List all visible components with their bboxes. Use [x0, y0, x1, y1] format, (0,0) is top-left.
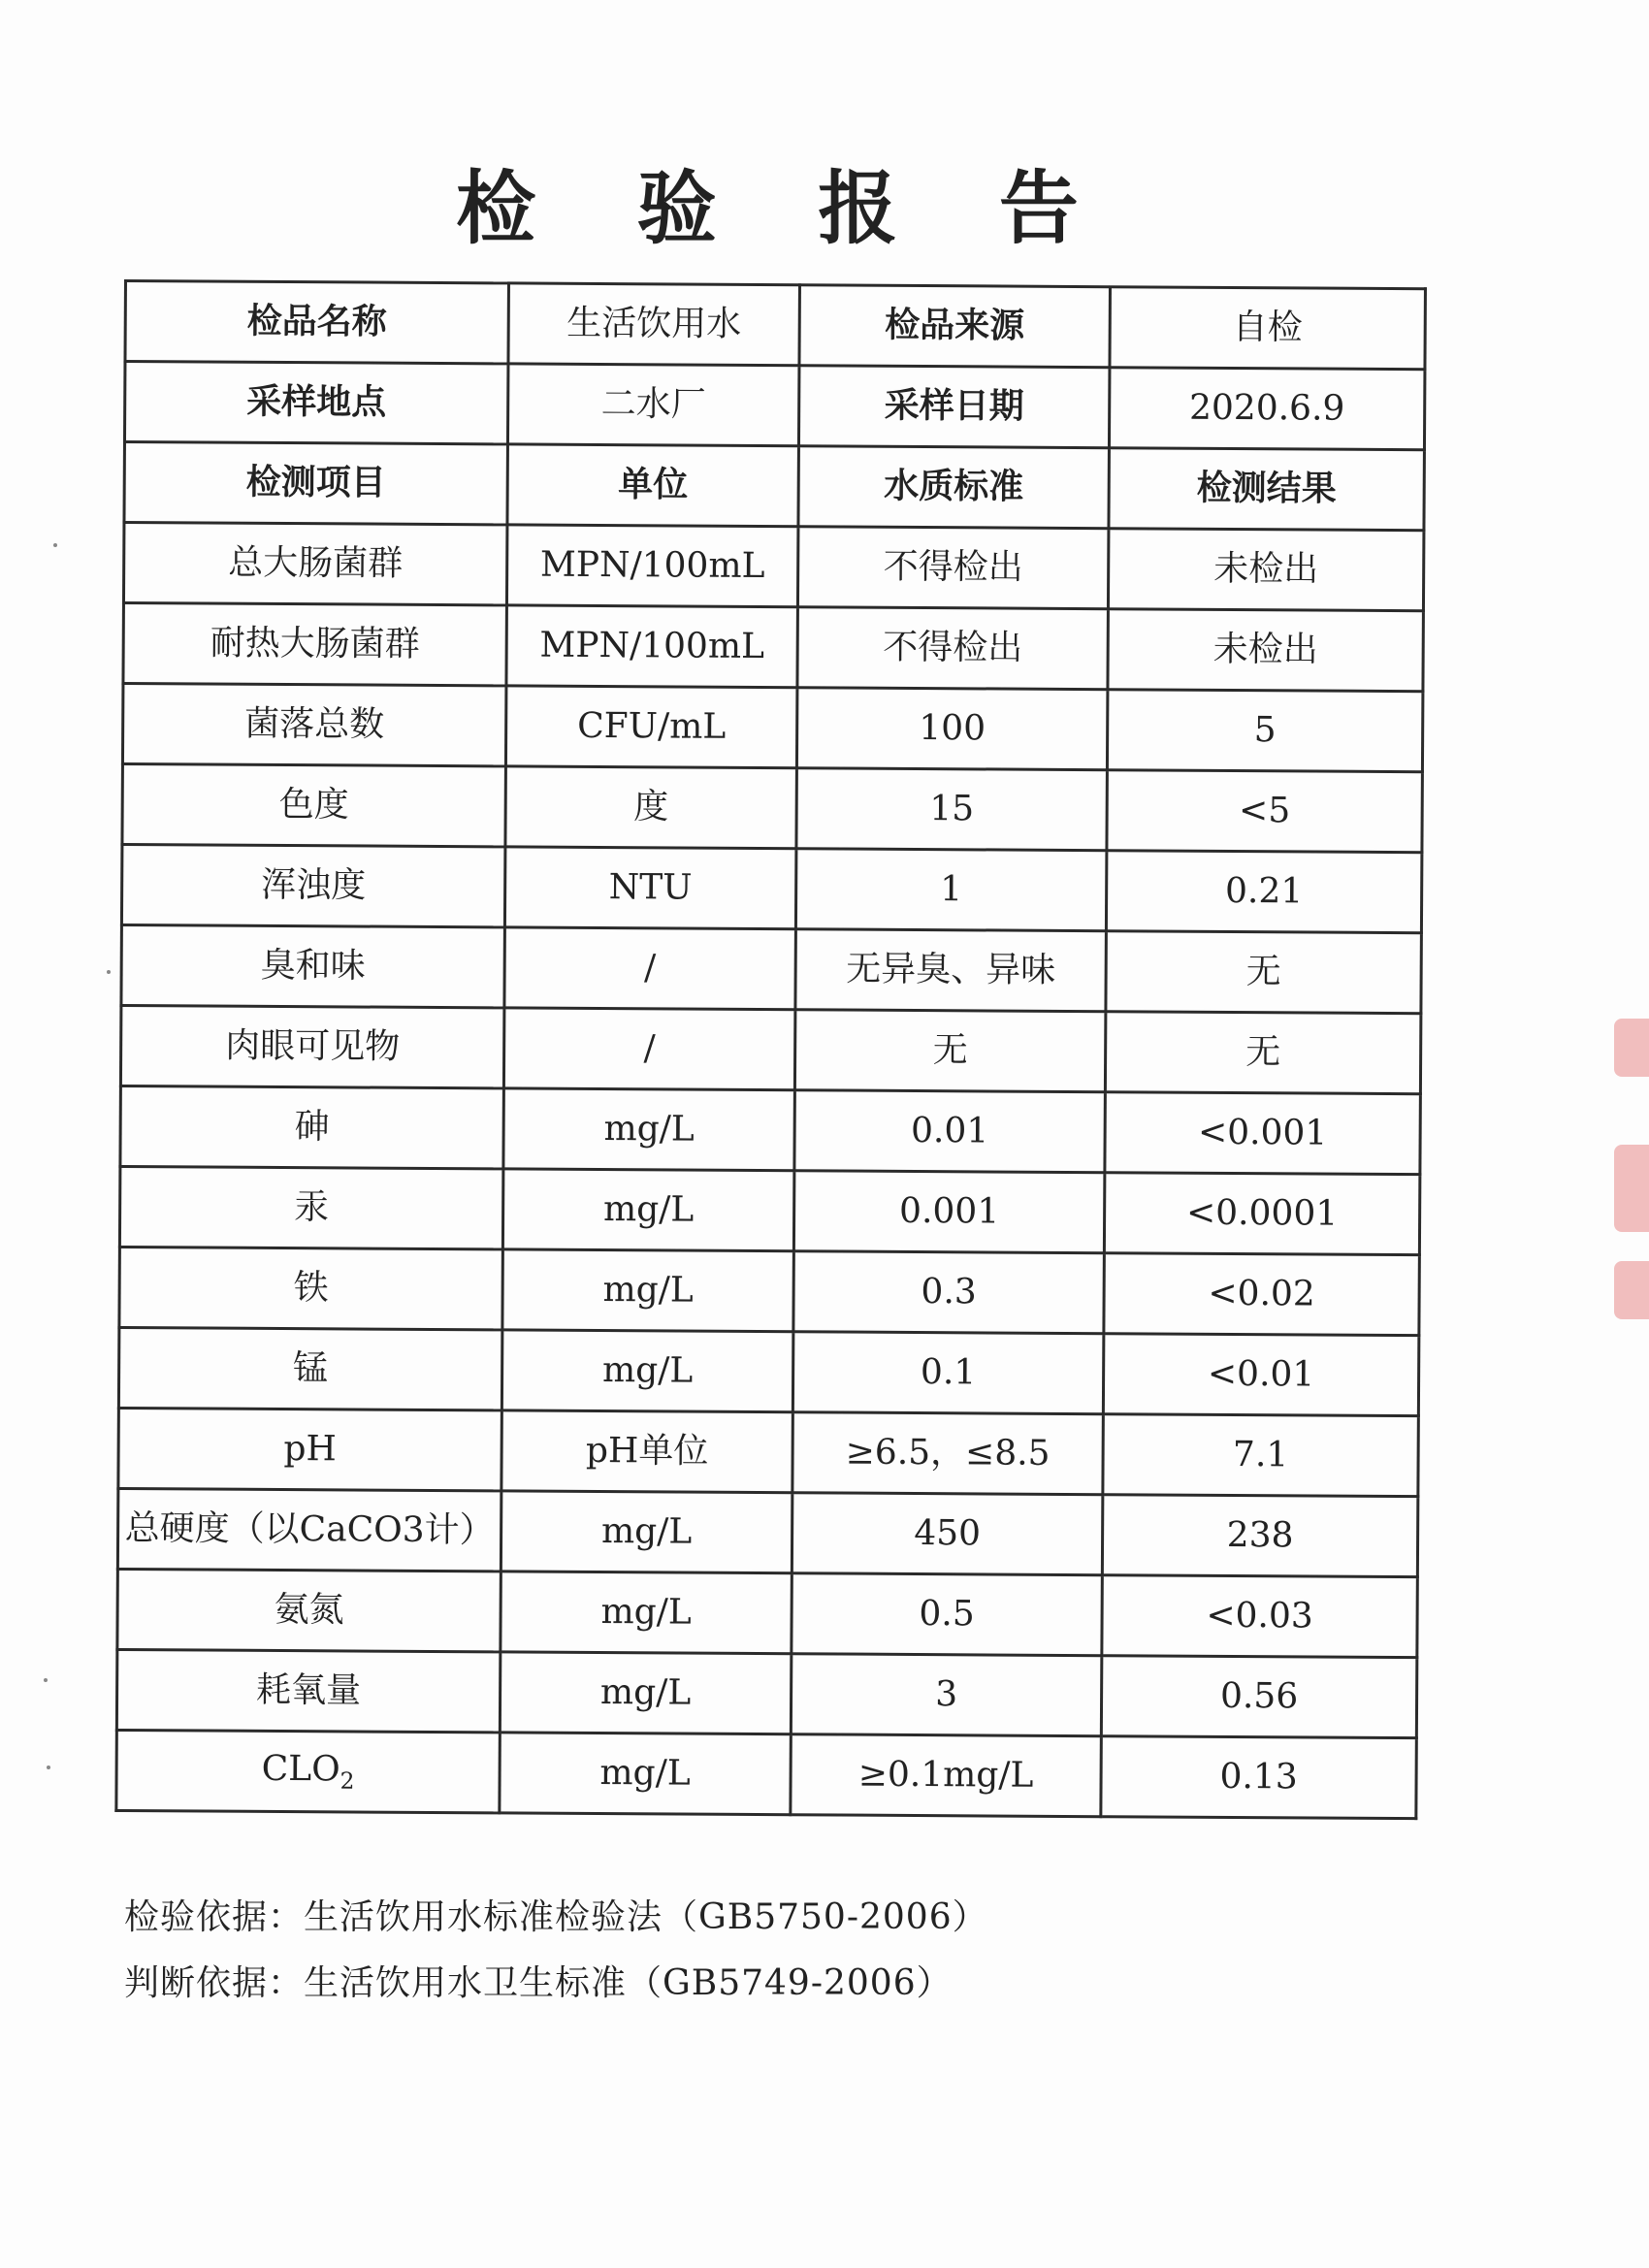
unit-cell: mg/L	[501, 1330, 793, 1412]
sampling-date-value: 2020.6.9	[1109, 368, 1425, 450]
sampling-site-value: 二水厂	[507, 364, 799, 446]
item-cell: 耐热大肠菌群	[123, 603, 506, 686]
table-row	[120, 1005, 1420, 1093]
item-cell: 总大肠菌群	[123, 523, 506, 605]
result-cell: 0.21	[1106, 851, 1422, 933]
col-header-result: 检测结果	[1109, 448, 1425, 531]
unit-cell: /	[504, 927, 796, 1010]
col-header-unit: 单位	[507, 444, 799, 527]
item-cell: 耗氧量	[116, 1649, 500, 1732]
item-formula: CLO	[261, 1748, 340, 1789]
item-cell	[116, 1730, 500, 1812]
standard-cell: 无	[794, 1010, 1106, 1092]
table-row	[118, 1408, 1418, 1496]
result-cell: <5	[1107, 770, 1423, 853]
standard-cell: 不得检出	[797, 607, 1109, 690]
scan-speck	[47, 1766, 50, 1769]
standard-cell: ≥6.5，≤8.5	[792, 1412, 1104, 1495]
standard-cell: 1	[795, 849, 1107, 931]
result-cell: <0.02	[1104, 1253, 1420, 1336]
standard-cell: 15	[796, 768, 1108, 851]
table-row	[123, 523, 1423, 611]
table-row	[124, 362, 1424, 450]
item-cell: 汞	[119, 1166, 502, 1248]
standard-cell: 0.5	[792, 1573, 1103, 1656]
result-cell: 0.13	[1101, 1736, 1417, 1819]
item-cell: 总硬度（以CaCO3计）	[117, 1488, 501, 1571]
result-cell: 无	[1106, 931, 1422, 1014]
col-header-standard: 水质标准	[798, 446, 1110, 529]
result-cell: <0.001	[1105, 1092, 1421, 1175]
standard-cell: 0.3	[793, 1251, 1105, 1334]
table-row	[121, 844, 1421, 932]
table-row	[116, 1649, 1416, 1737]
unit-cell: mg/L	[501, 1571, 792, 1654]
red-seal-stamp	[1610, 1009, 1649, 1358]
scan-speck	[44, 1678, 48, 1682]
item-formula-subscript: 2	[340, 1766, 355, 1795]
result-cell: 未检出	[1108, 529, 1424, 611]
unit-cell: mg/L	[500, 1652, 792, 1734]
unit-cell: mg/L	[503, 1088, 795, 1171]
sampling-date-label: 采样日期	[798, 366, 1110, 448]
item-cell: 菌落总数	[122, 684, 505, 766]
item-cell: 浑浊度	[121, 844, 504, 926]
judgment-basis: 判断依据：生活饮用水卫生标准（GB5749-2006）	[124, 1963, 953, 2003]
table-row	[125, 281, 1425, 370]
table-row	[120, 1085, 1420, 1174]
item-cell: 氨氮	[117, 1569, 501, 1651]
inspection-table	[114, 279, 1427, 1820]
standard-cell: 100	[796, 688, 1108, 770]
standard-cell: ≥0.1mg/L	[791, 1734, 1102, 1817]
unit-cell: CFU/mL	[505, 686, 797, 768]
standard-cell: 0.001	[793, 1171, 1105, 1253]
unit-cell: mg/L	[501, 1491, 792, 1573]
sample-source-label: 检品来源	[799, 285, 1111, 368]
item-cell: pH	[118, 1408, 501, 1490]
unit-cell: 度	[505, 766, 797, 849]
column-header-row	[124, 442, 1424, 531]
sample-name-label: 检品名称	[125, 281, 508, 364]
sampling-site-label: 采样地点	[124, 362, 507, 444]
item-cell: 臭和味	[121, 924, 504, 1007]
table-row	[116, 1730, 1416, 1818]
standard-cell: 450	[792, 1493, 1103, 1575]
col-header-item: 检测项目	[124, 442, 507, 525]
result-cell: 5	[1107, 690, 1423, 772]
table-row	[119, 1166, 1419, 1254]
standard-cell: 无异臭、异味	[795, 929, 1107, 1012]
table-row	[123, 603, 1423, 692]
result-cell: 无	[1105, 1012, 1421, 1094]
item-cell: 锰	[118, 1327, 501, 1409]
standard-cell: 0.1	[792, 1332, 1104, 1414]
unit-cell: NTU	[504, 847, 796, 929]
item-cell: 铁	[119, 1247, 502, 1329]
scan-speck	[53, 543, 57, 547]
result-cell: <0.03	[1102, 1575, 1418, 1658]
standard-cell: 不得检出	[797, 527, 1109, 609]
table-row	[121, 924, 1421, 1013]
scan-speck	[107, 970, 111, 974]
result-cell: 238	[1102, 1495, 1418, 1577]
result-cell: 7.1	[1103, 1414, 1419, 1497]
table-row	[118, 1327, 1418, 1415]
table-row	[117, 1488, 1417, 1576]
inspection-basis: 检验依据：生活饮用水标准检验法（GB5750-2006）	[124, 1897, 988, 1937]
unit-cell: mg/L	[502, 1249, 794, 1332]
result-cell: <0.01	[1103, 1334, 1419, 1416]
report-title: 检 验 报 告	[456, 162, 1116, 255]
table-row	[122, 684, 1422, 772]
table-row	[117, 1569, 1417, 1657]
item-cell: 色度	[122, 763, 505, 846]
table-row	[122, 763, 1422, 852]
item-cell: 砷	[120, 1085, 503, 1168]
standard-cell: 0.01	[794, 1090, 1106, 1173]
result-cell: 0.56	[1101, 1656, 1417, 1738]
sample-source-value: 自检	[1110, 287, 1426, 370]
result-cell: <0.0001	[1104, 1173, 1420, 1255]
unit-cell: pH单位	[501, 1410, 793, 1493]
unit-cell: mg/L	[502, 1169, 794, 1251]
table-row	[119, 1247, 1419, 1335]
result-cell: 未检出	[1108, 609, 1424, 692]
item-cell: 肉眼可见物	[120, 1005, 503, 1087]
unit-cell: /	[503, 1008, 795, 1090]
unit-cell: MPN/100mL	[506, 525, 798, 607]
sample-name-value: 生活饮用水	[508, 283, 800, 366]
unit-cell: MPN/100mL	[506, 605, 798, 688]
standard-cell: 3	[791, 1654, 1102, 1736]
unit-cell: mg/L	[500, 1733, 792, 1815]
